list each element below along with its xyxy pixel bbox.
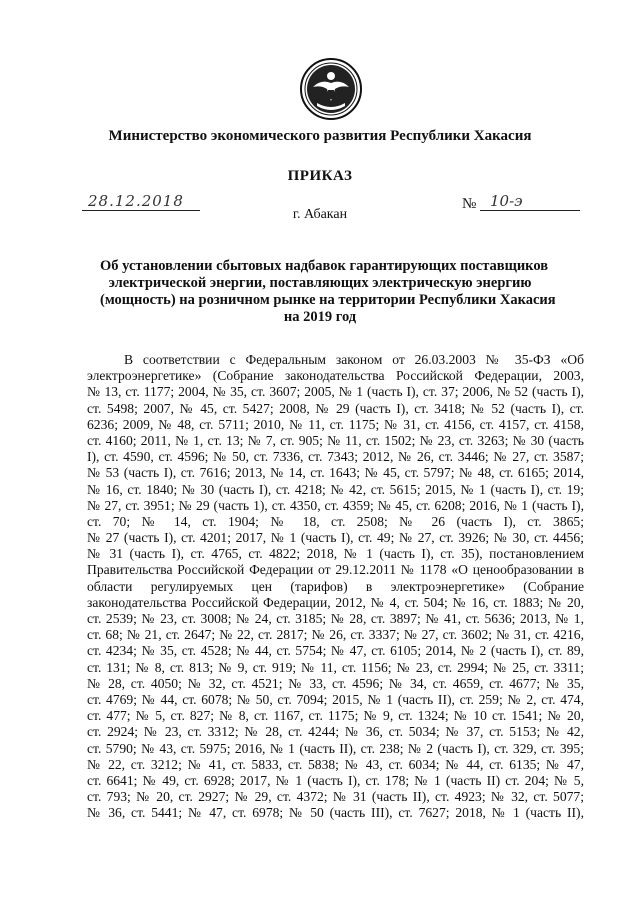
body-line: № 31 (часть I), ст. 4765, ст. 4822; 2018, № 1 (часть I), ст. 35), постановлением (87, 546, 584, 562)
body-line: В соответствии с Федеральным законом от 26.03.2003 № 35-ФЗ «Об (124, 352, 584, 367)
body-line: ст. 4769; № 44, ст. 6078; № 50, ст. 7094; 2015, № 1 (часть II), ст. 259; № 2, ст. 474, (87, 691, 584, 707)
city-name: г. Абакан (292, 207, 348, 222)
body-line: ст. 4234; № 35, ст. 4528; № 44, ст. 5754; № 47, ст. 6105; 2014, № 2 (часть I), ст. 89, (87, 643, 584, 659)
subject-line: Об установлении сбытовых надбавок гарантирующих поставщиков (100, 258, 549, 274)
body-line: № 53 (часть I), ст. 7616; 2013, № 14, ст. 1643; № 45, ст. 5797; № 48, ст. 6165; 2014, (87, 465, 584, 481)
body-line: 6236; 2009, № 48, ст. 5711; 2010, № 11, ст. 1175; № 31, ст. 4156, ст. 4157, ст. 4158, (87, 416, 584, 432)
body-line: области регулируемых цен (тарифов) в электроэнергетике» (Собрание (87, 578, 584, 594)
order-subject (100, 258, 556, 326)
handwritten-number: 10-э (490, 192, 523, 210)
body-line: ст. 5498; 2007, № 45, ст. 5427; 2008, № 29 (часть I), ст. 3418; № 52 (часть I), ст. (87, 400, 584, 416)
subject-line: электрической энергии, поставляющих электрическую энергию (108, 275, 532, 291)
ministry-name: Министерство экономического развития Республики Хакасия (108, 128, 532, 144)
body-line: ст. 70; № 14, ст. 1904; № 18, ст. 2508; № 26 (часть I), ст. 3865; (87, 513, 584, 529)
body-line: № 28, ст. 4050; № 32, ст. 4521; № 33, ст. 4596; № 34, ст. 4659, ст. 4677; № 35, (87, 675, 584, 691)
body-line: Правительства Российской Федерации от 29.12.2011 № 1178 «О ценообразовании в (87, 562, 584, 578)
body-line: I), ст. 4590, ст. 4596; № 50, ст. 7336, ст. 7343; 2012, № 26, ст. 3446; № 27, ст. 3587; (87, 449, 584, 465)
body-paragraph (87, 352, 584, 821)
body-line: № 27, ст. 3951; № 29 (часть 1), ст. 4350, ст. 4359; № 45, ст. 6208; 2016, № 1 (часть I), (87, 497, 584, 513)
body-line: законодательства Российской Федерации, 2012, № 4, ст. 504; № 16, ст. 1883; № 20, (87, 594, 584, 610)
body-line: № 22, ст. 3212; № 41, ст. 5833, ст. 5838; № 43, ст. 6034; № 44, ст. 6135; № 47, (87, 756, 584, 772)
body-line: ст. 6641; № 49, ст. 6928; 2017, № 1 (часть I), ст. 178; № 1 (часть II) ст. 204; № 5, (87, 772, 584, 788)
coat-of-arms-emblem (299, 57, 363, 121)
body-line: ст. 68; № 21, ст. 2647; № 22, ст. 2817; № 26, ст. 3337; № 27, ст. 3602; № 31, ст. 4216, (87, 627, 584, 643)
body-line: ст. 477; № 5, ст. 827; № 8, ст. 1167, ст. 1175; № 9, ст. 1324; № 10 ст. 1541; № 20, (87, 708, 584, 724)
subject-line: (мощность) на розничном рынке на территории Республики Хакасия (100, 292, 556, 308)
body-line: ст. 2924; № 23, ст. 3312; № 28, ст. 4244; № 36, ст. 5034; № 37, ст. 5153; № 42, (87, 724, 584, 740)
number-sign: № (462, 196, 477, 212)
order-title: ПРИКАЗ (287, 168, 353, 184)
body-line: № 16, ст. 1840; № 30 (часть I), ст. 4218; № 42, ст. 5615; 2015, № 1 (часть I), ст. 19; (87, 481, 584, 497)
body-line: ст. 4160; 2011, № 1, ст. 13; № 7, ст. 905; № 11, ст. 1502; № 23, ст. 3263; № 30 (часть (87, 432, 584, 448)
body-line: ст. 131; № 8, ст. 813; № 9, ст. 919; № 11, ст. 1156; № 23, ст. 2994; № 25, ст. 3311; (87, 659, 584, 675)
handwritten-date: 28.12.2018 (88, 192, 184, 210)
body-line: № 36, ст. 5441; № 47, ст. 6978; № 50 (часть III), ст. 7627; 2018, № 1 (часть II), (87, 805, 584, 821)
subject-line: на 2019 год (283, 309, 357, 325)
body-line: ст. 5790; № 43, ст. 5975; 2016, № 1 (часть II), ст. 238; № 2 (часть I), ст. 329, ст. 395; (87, 740, 584, 756)
body-line: ст. 793; № 20, ст. 2927; № 29, ст. 4372; № 31 (часть II), ст. 4923; № 32, ст. 5077; (87, 789, 584, 805)
body-line: № 27 (часть I), ст. 4201; 2017, № 1 (часть I), ст. 49; № 27, ст. 3926; № 30, ст. 4456; (87, 530, 584, 546)
body-line: ст. 2539; № 23, ст. 3008; № 24, ст. 3185; № 28, ст. 3897; № 41, ст. 5636; 2013, № 1, (87, 611, 584, 626)
body-line: электроэнергетике» (Собрание законодательства Российской Федерации, 2003, (87, 368, 584, 384)
body-line: № 13, ст. 1177; 2004, № 35, ст. 3607; 2005, № 1 (часть I), ст. 37; 2006, № 52 (часть I), (87, 384, 584, 400)
